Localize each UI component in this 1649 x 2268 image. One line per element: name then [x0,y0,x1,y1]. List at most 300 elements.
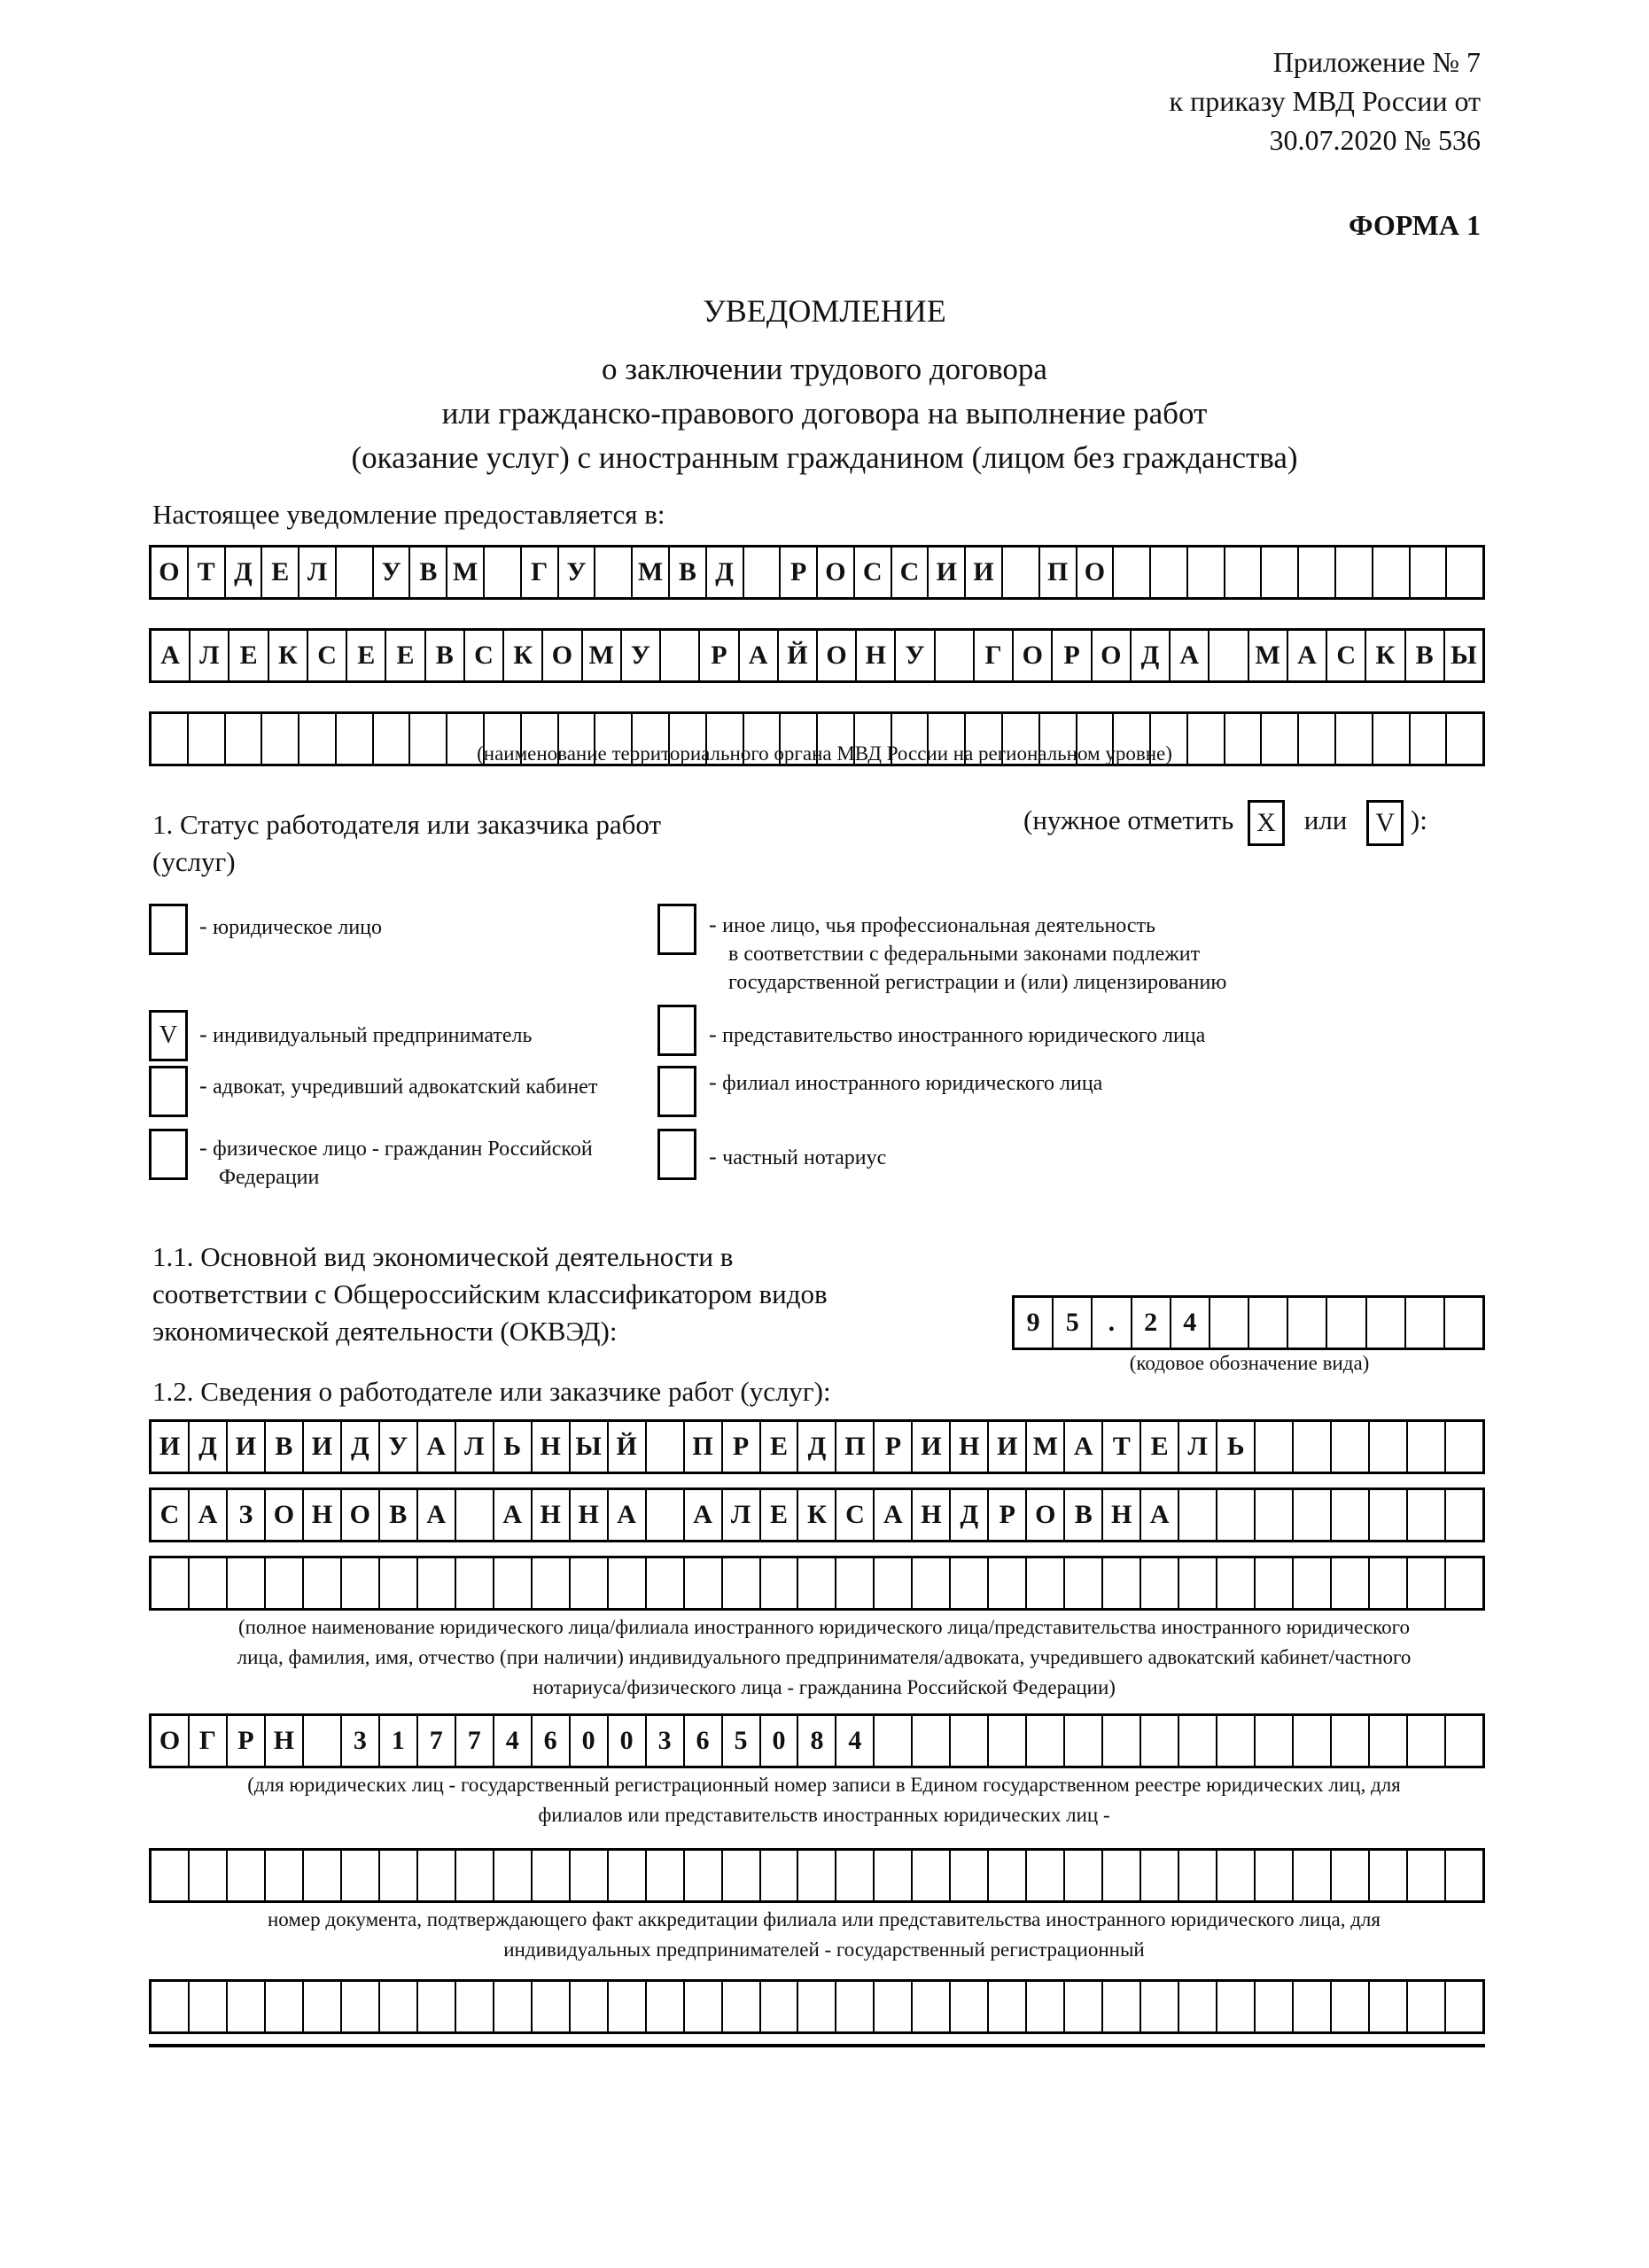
letter-cell[interactable] [455,1558,493,1608]
letter-cell[interactable] [835,1851,873,1900]
letter-cell[interactable] [1409,548,1446,597]
letter-cell[interactable] [934,631,973,680]
letter-cell[interactable] [416,1558,455,1608]
letter-cell[interactable]: О [816,548,853,597]
letter-cell[interactable] [759,1558,797,1608]
letter-cell[interactable]: И [226,1422,264,1472]
letter-cell[interactable]: И [302,1422,340,1472]
letter-cell[interactable]: Д [949,1490,987,1540]
letter-cell[interactable] [607,1558,645,1608]
status-checkbox-legal-entity[interactable] [149,904,188,955]
letter-cell[interactable] [378,1558,416,1608]
letter-cell[interactable]: 2 [1131,1298,1170,1348]
letter-cell[interactable] [835,1558,873,1608]
letter-cell[interactable] [1368,1982,1406,2031]
letter-cell[interactable] [645,1490,683,1540]
letter-cell[interactable]: Р [226,1716,264,1766]
letter-cell[interactable] [1254,1982,1292,2031]
letter-cell[interactable]: Л [721,1490,759,1540]
letter-cell[interactable]: 6 [683,1716,721,1766]
letter-cell[interactable]: С [463,631,502,680]
letter-cell[interactable]: К [1365,631,1404,680]
letter-cell[interactable]: А [738,631,777,680]
letter-cell[interactable]: Д [1130,631,1169,680]
letter-cell[interactable] [911,1558,949,1608]
letter-cell[interactable]: М [1248,631,1287,680]
letter-cell[interactable]: 1 [378,1716,416,1766]
letter-cell[interactable] [264,1851,302,1900]
letter-cell[interactable]: У [557,548,595,597]
letter-cell[interactable] [607,1982,645,2031]
letter-cell[interactable] [1365,1298,1404,1348]
letter-cell[interactable] [1149,548,1186,597]
letter-cell[interactable] [645,1851,683,1900]
okved-code-row[interactable] [1012,1295,1485,1350]
letter-cell[interactable]: О [816,631,855,680]
letter-cell[interactable]: А [1169,631,1208,680]
letter-cell[interactable] [1368,1851,1406,1900]
letter-cell[interactable] [1444,1558,1482,1608]
letter-cell[interactable]: Р [721,1422,759,1472]
letter-cell[interactable]: А [416,1422,455,1472]
letter-cell[interactable] [264,1982,302,2031]
letter-cell[interactable]: В [1404,631,1443,680]
letter-cell[interactable] [1063,1558,1101,1608]
letter-cell[interactable] [759,1851,797,1900]
letter-cell[interactable] [340,1982,378,2031]
letter-cell[interactable] [594,548,631,597]
letter-cell[interactable] [659,631,698,680]
letter-cell[interactable]: В [424,631,463,680]
letter-cell[interactable] [949,1982,987,2031]
letter-cell[interactable] [226,1982,264,2031]
letter-cell[interactable] [645,1982,683,2031]
letter-cell[interactable]: . [1091,1298,1130,1348]
letter-cell[interactable]: Й [607,1422,645,1472]
letter-cell[interactable]: К [502,631,541,680]
letter-cell[interactable] [302,1851,340,1900]
letter-cell[interactable] [188,1982,226,2031]
letter-cell[interactable] [1330,1422,1368,1472]
letter-cell[interactable]: О [159,557,180,586]
letter-cell[interactable]: У [620,631,659,680]
letter-cell[interactable]: У [378,1422,416,1472]
letter-cell[interactable]: А [1063,1422,1101,1472]
letter-cell[interactable] [911,1716,949,1766]
letter-cell[interactable] [455,1490,493,1540]
status-checkbox-individual-entrepreneur[interactable]: V [149,1010,188,1061]
letter-cell[interactable]: О [1025,1490,1063,1540]
letter-cell[interactable]: И [159,1432,181,1461]
letter-cell[interactable] [1025,1982,1063,2031]
recipient-row-2[interactable] [149,628,1485,683]
letter-cell[interactable] [1025,1716,1063,1766]
letter-cell[interactable]: С [891,548,928,597]
letter-cell[interactable] [531,1982,569,2031]
letter-cell[interactable]: 7 [455,1716,493,1766]
letter-cell[interactable] [607,1851,645,1900]
letter-cell[interactable] [483,548,520,597]
letter-cell[interactable] [1216,1982,1254,2031]
letter-cell[interactable] [1254,1851,1292,1900]
letter-cell[interactable]: Н [531,1490,569,1540]
letter-cell[interactable]: О [1076,548,1113,597]
letter-cell[interactable] [1178,1558,1216,1608]
letter-cell[interactable]: Л [189,631,228,680]
letter-cell[interactable]: О [264,1490,302,1540]
letter-cell[interactable]: М [581,631,620,680]
letter-cell[interactable]: 4 [1170,1298,1209,1348]
letter-cell[interactable]: Л [298,548,335,597]
letter-cell[interactable] [645,1558,683,1608]
letter-cell[interactable]: А [1140,1490,1178,1540]
letter-cell[interactable]: С [853,548,891,597]
letter-cell[interactable] [987,1558,1025,1608]
letter-cell[interactable] [226,1558,264,1608]
letter-cell[interactable]: З [226,1490,264,1540]
letter-cell[interactable] [949,1558,987,1608]
letter-cell[interactable] [949,1716,987,1766]
letter-cell[interactable] [1287,1298,1326,1348]
letter-cell[interactable]: И [987,1422,1025,1472]
letter-cell[interactable] [743,548,780,597]
letter-cell[interactable] [1406,1982,1444,2031]
letter-cell[interactable] [759,1982,797,2031]
letter-cell[interactable]: К [268,631,307,680]
letter-cell[interactable] [797,1851,835,1900]
letter-cell[interactable] [493,1851,531,1900]
letter-cell[interactable]: 6 [531,1716,569,1766]
letter-cell[interactable] [1101,1716,1140,1766]
letter-cell[interactable] [1216,1490,1254,1540]
letter-cell[interactable] [531,1558,569,1608]
letter-cell[interactable] [1406,1422,1444,1472]
letter-cell[interactable] [949,1851,987,1900]
letter-cell[interactable]: 3 [645,1716,683,1766]
letter-cell[interactable] [1254,1716,1292,1766]
letter-cell[interactable]: М [631,548,668,597]
letter-cell[interactable] [1334,548,1372,597]
letter-cell[interactable] [987,1851,1025,1900]
letter-cell[interactable] [1101,1558,1140,1608]
letter-cell[interactable]: Н [911,1490,949,1540]
letter-cell[interactable]: А [493,1490,531,1540]
employer-row-2[interactable] [149,1487,1485,1542]
letter-cell[interactable] [1101,1982,1140,2031]
letter-cell[interactable] [340,1851,378,1900]
letter-cell[interactable]: С [835,1490,873,1540]
letter-cell[interactable]: А [416,1490,455,1540]
letter-cell[interactable]: Г [188,1716,226,1766]
letter-cell[interactable] [797,1982,835,2031]
letter-cell[interactable]: Р [873,1422,911,1472]
letter-cell[interactable]: Н [264,1716,302,1766]
letter-cell[interactable] [683,1982,721,2031]
letter-cell[interactable]: Р [698,631,737,680]
letter-cell[interactable]: Е [346,631,385,680]
letter-cell[interactable]: 7 [416,1716,455,1766]
letter-cell[interactable] [1248,1298,1287,1348]
letter-cell[interactable]: Л [1178,1422,1216,1472]
registration-row[interactable] [149,1979,1485,2034]
letter-cell[interactable]: Л [455,1422,493,1472]
letter-cell[interactable] [1406,1851,1444,1900]
letter-cell[interactable] [987,1716,1025,1766]
letter-cell[interactable] [1292,1422,1330,1472]
letter-cell[interactable]: Е [759,1490,797,1540]
letter-cell[interactable]: П [683,1422,721,1472]
letter-cell[interactable] [378,1982,416,2031]
letter-cell[interactable] [1368,1716,1406,1766]
letter-cell[interactable] [493,1558,531,1608]
letter-cell[interactable]: Р [1051,631,1090,680]
letter-cell[interactable] [1444,1716,1482,1766]
letter-cell[interactable] [1140,1982,1178,2031]
letter-cell[interactable]: О [1091,631,1130,680]
letter-cell[interactable]: У [894,631,933,680]
letter-cell[interactable] [1368,1422,1406,1472]
letter-cell[interactable] [1063,1851,1101,1900]
letter-cell[interactable] [1254,1490,1292,1540]
letter-cell[interactable]: П [835,1422,873,1472]
letter-cell[interactable]: Н [302,1490,340,1540]
letter-cell[interactable]: Н [949,1422,987,1472]
letter-cell[interactable] [683,1851,721,1900]
letter-cell[interactable]: П [1038,548,1076,597]
letter-cell[interactable] [1101,1851,1140,1900]
letter-cell[interactable]: Д [224,548,261,597]
letter-cell[interactable] [1254,1558,1292,1608]
letter-cell[interactable] [1372,548,1409,597]
letter-cell[interactable]: Е [228,631,267,680]
letter-cell[interactable] [873,1558,911,1608]
letter-cell[interactable]: Р [779,548,816,597]
letter-cell[interactable]: Н [569,1490,607,1540]
letter-cell[interactable]: В [378,1490,416,1540]
letter-cell[interactable] [911,1851,949,1900]
letter-cell[interactable] [683,1558,721,1608]
letter-cell[interactable] [721,1982,759,2031]
letter-cell[interactable] [911,1982,949,2031]
letter-cell[interactable] [1208,631,1247,680]
letter-cell[interactable]: Г [520,548,557,597]
letter-cell[interactable] [264,1558,302,1608]
status-checkbox-lawyer[interactable] [149,1066,188,1117]
letter-cell[interactable] [1330,1558,1368,1608]
letter-cell[interactable]: В [264,1422,302,1472]
letter-cell[interactable]: С [307,631,346,680]
status-checkbox-foreign-branch[interactable] [657,1066,696,1117]
letter-cell[interactable]: 3 [340,1716,378,1766]
letter-cell[interactable] [645,1422,683,1472]
letter-cell[interactable] [302,1716,340,1766]
letter-cell[interactable]: Д [188,1422,226,1472]
letter-cell[interactable] [569,1851,607,1900]
letter-cell[interactable]: А [683,1490,721,1540]
letter-cell[interactable]: 8 [797,1716,835,1766]
letter-cell[interactable] [416,1851,455,1900]
letter-cell[interactable] [416,1982,455,2031]
letter-cell[interactable]: Е [759,1422,797,1472]
letter-cell[interactable] [873,1851,911,1900]
letter-cell[interactable] [152,1558,188,1608]
letter-cell[interactable] [455,1982,493,2031]
letter-cell[interactable] [1330,1716,1368,1766]
letter-cell[interactable]: 0 [569,1716,607,1766]
letter-cell[interactable] [569,1558,607,1608]
letter-cell[interactable]: О [541,631,580,680]
letter-cell[interactable] [340,1558,378,1608]
status-checkbox-foreign-representation[interactable] [657,1005,696,1056]
letter-cell[interactable]: Р [987,1490,1025,1540]
letter-cell[interactable] [1140,1558,1178,1608]
letter-cell[interactable] [1444,1982,1482,2031]
letter-cell[interactable] [1404,1298,1443,1348]
letter-cell[interactable] [1140,1716,1178,1766]
letter-cell[interactable] [1001,548,1038,597]
letter-cell[interactable]: А [160,641,180,670]
letter-cell[interactable]: Ы [569,1422,607,1472]
letter-cell[interactable]: Е [1140,1422,1178,1472]
letter-cell[interactable]: В [1063,1490,1101,1540]
letter-cell[interactable] [152,1982,188,2031]
letter-cell[interactable] [1330,1490,1368,1540]
ogrn-row[interactable] [149,1713,1485,1768]
letter-cell[interactable]: 0 [607,1716,645,1766]
letter-cell[interactable] [226,1851,264,1900]
letter-cell[interactable]: М [446,548,483,597]
letter-cell[interactable] [721,1851,759,1900]
letter-cell[interactable]: Д [797,1422,835,1472]
letter-cell[interactable]: А [1287,631,1326,680]
letter-cell[interactable] [1209,1298,1248,1348]
letter-cell[interactable] [1186,548,1224,597]
status-checkbox-individual-citizen[interactable] [149,1129,188,1180]
letter-cell[interactable] [188,1558,226,1608]
letter-cell[interactable] [531,1851,569,1900]
status-checkbox-other-person[interactable] [657,904,696,955]
letter-cell[interactable]: 5 [1052,1298,1091,1348]
letter-cell[interactable] [335,548,372,597]
letter-cell[interactable] [1330,1851,1368,1900]
letter-cell[interactable] [1063,1716,1101,1766]
letter-cell[interactable] [1292,1982,1330,2031]
letter-cell[interactable]: Н [531,1422,569,1472]
letter-cell[interactable] [873,1982,911,2031]
letter-cell[interactable] [1443,1298,1482,1348]
letter-cell[interactable]: 4 [493,1716,531,1766]
letter-cell[interactable]: О [159,1726,181,1755]
letter-cell[interactable]: И [911,1422,949,1472]
letter-cell[interactable] [1178,1982,1216,2031]
letter-cell[interactable]: Е [385,631,424,680]
letter-cell[interactable]: К [797,1490,835,1540]
letter-cell[interactable]: Д [340,1422,378,1472]
letter-cell[interactable]: У [372,548,409,597]
letter-cell[interactable] [1292,1716,1330,1766]
letter-cell[interactable] [1292,1558,1330,1608]
letter-cell[interactable] [1216,1558,1254,1608]
letter-cell[interactable] [987,1982,1025,2031]
letter-cell[interactable] [1140,1851,1178,1900]
employer-row-1[interactable] [149,1419,1485,1474]
letter-cell[interactable]: Ы [1443,631,1482,680]
status-checkbox-notary[interactable] [657,1129,696,1180]
letter-cell[interactable] [873,1716,911,1766]
letter-cell[interactable] [1260,548,1297,597]
letter-cell[interactable]: В [408,548,446,597]
letter-cell[interactable] [1178,1490,1216,1540]
letter-cell[interactable]: М [1025,1422,1063,1472]
letter-cell[interactable]: Е [261,548,298,597]
letter-cell[interactable] [1368,1558,1406,1608]
letter-cell[interactable] [1025,1851,1063,1900]
letter-cell[interactable] [1216,1716,1254,1766]
letter-cell[interactable] [1292,1490,1330,1540]
letter-cell[interactable]: А [188,1490,226,1540]
letter-cell[interactable] [455,1851,493,1900]
letter-cell[interactable] [797,1558,835,1608]
letter-cell[interactable] [1406,1490,1444,1540]
letter-cell[interactable] [188,1851,226,1900]
letter-cell[interactable]: Г [973,631,1012,680]
letter-cell[interactable]: Т [1101,1422,1140,1472]
letter-cell[interactable] [152,1851,188,1900]
letter-cell[interactable]: И [927,548,964,597]
letter-cell[interactable] [1445,548,1482,597]
letter-cell[interactable] [493,1982,531,2031]
letter-cell[interactable]: Й [777,631,816,680]
letter-cell[interactable] [721,1558,759,1608]
letter-cell[interactable]: Ь [1216,1422,1254,1472]
letter-cell[interactable] [835,1982,873,2031]
letter-cell[interactable] [1406,1558,1444,1608]
letter-cell[interactable] [1224,548,1261,597]
letter-cell[interactable] [1444,1851,1482,1900]
letter-cell[interactable]: 0 [759,1716,797,1766]
letter-cell[interactable] [1326,1298,1365,1348]
letter-cell[interactable]: 4 [835,1716,873,1766]
letter-cell[interactable]: 9 [1026,1308,1040,1337]
letter-cell[interactable]: С [159,1500,180,1529]
letter-cell[interactable] [1063,1982,1101,2031]
letter-cell[interactable] [1254,1422,1292,1472]
letter-cell[interactable]: А [873,1490,911,1540]
letter-cell[interactable] [1025,1558,1063,1608]
letter-cell[interactable] [378,1851,416,1900]
letter-cell[interactable] [1368,1490,1406,1540]
letter-cell[interactable] [302,1982,340,2031]
letter-cell[interactable] [1178,1851,1216,1900]
letter-cell[interactable] [1292,1851,1330,1900]
employer-row-3[interactable] [149,1556,1485,1611]
letter-cell[interactable]: 5 [721,1716,759,1766]
letter-cell[interactable]: Т [187,548,224,597]
letter-cell[interactable] [1406,1716,1444,1766]
letter-cell[interactable] [569,1982,607,2031]
letter-cell[interactable]: Н [1101,1490,1140,1540]
letter-cell[interactable]: Д [705,548,743,597]
letter-cell[interactable]: О [340,1490,378,1540]
letter-cell[interactable]: А [607,1490,645,1540]
letter-cell[interactable] [1297,548,1334,597]
letter-cell[interactable]: С [1326,631,1365,680]
letter-cell[interactable]: В [668,548,705,597]
accreditation-row[interactable] [149,1848,1485,1903]
letter-cell[interactable] [1112,548,1149,597]
letter-cell[interactable] [1216,1851,1254,1900]
letter-cell[interactable] [302,1558,340,1608]
